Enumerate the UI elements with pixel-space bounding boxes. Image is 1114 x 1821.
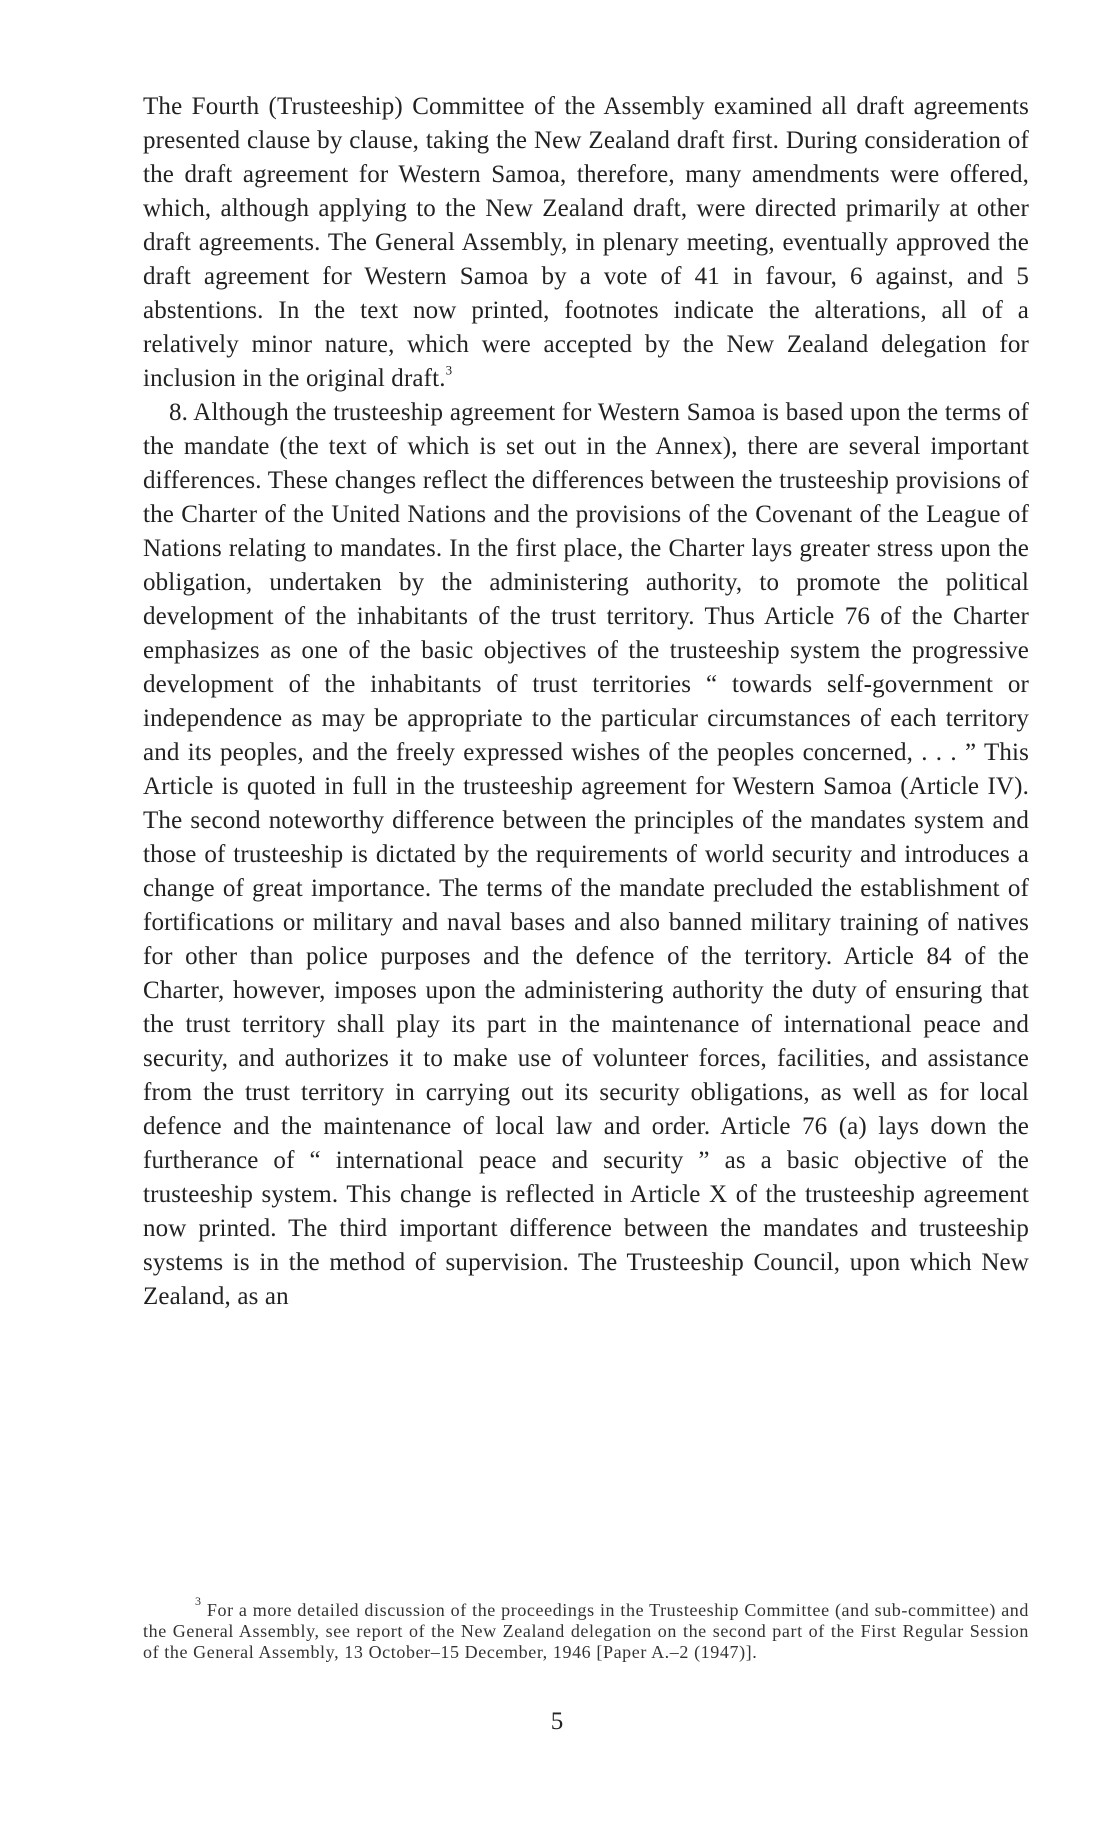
document-page xyxy=(143,90,1029,1314)
paragraph-trusteeship-committee xyxy=(143,90,1029,396)
paragraph-8-differences: 8. Although the trusteeship agreement for Western Samoa is based upon the terms of the mandate (the text of which is set out in the Annex), there are several important differences. These changes reflect the differences between the trusteeship provisions of the Charter of the United Nations and the provisions of the Covenant of the League of Nations relating to mandates. In the first place, the Charter lays greater stress upon the obligation, undertaken by the administering authority, to promote the political development of the inhabitants of the trust territory. Thus Article 76 of the Charter emphasizes as one of the basic objectives of the trusteeship system the progressive development of the inhabitants of trust territories “ towards self-government or independence as may be appropriate to the particular circumstances of each territory and its peoples, and the freely expressed wishes of the peoples concerned, . . . ” This Article is quoted in full in the trusteeship agreement for Western Samoa (Article IV). The second noteworthy difference between the principles of the mandates system and those of trusteeship is dictated by the requirements of world security and introduces a change of great importance. The terms of the mandate precluded the establishment of fortifications or military and naval bases and also banned military training of natives for other than police purposes and the defence of the territory. Article 84 of the Charter, however, imposes upon the administering authority the duty of ensuring that the trust territory shall play its part in the maintenance of international peace and security, and authorizes it to make use of volunteer forces, facilities, and assistance from the trust territory in carrying out its security obligations, as well as for local defence and the maintenance of local law and order. Article 76 (a) lays down the furtherance of “ international peace and security ” as a basic objective of the trusteeship system. This change is reflected in Article X of the trusteeship agreement now printed. The third important difference between the mandates and trusteeship systems is in the method of supervision. The Trusteeship Council, upon which New Zealand, as an xyxy=(143,399,1029,1310)
paragraph-text: The Fourth (Trusteeship) Committee of the Assembly examined all draft agreements presented clause by clause, taking the New Zealand draft first. During consideration of the draft agreement for Western Samoa, therefore, many amendments were offered, which, although applying to the New Zealand draft, were directed primarily at other draft agreements. The General Assembly, in plenary meeting, eventually approved the draft agreement for Western Samoa by a vote of 41 in favour, 6 against, and 5 abstentions. In the text now printed, footnotes indicate the alterations, all of a relatively minor nature, which were accepted by the New Zealand delegation for inclusion in the original draft. xyxy=(143,93,1029,392)
footnote-reference: 3 xyxy=(445,362,453,378)
footnote-marker: 3 xyxy=(195,1594,202,1609)
page-number: 5 xyxy=(550,1708,564,1735)
footnote-text: For a more detailed discussion of the proceedings in the Trusteeship Committee (and sub-committee) and the General Assembly, see report of the New Zealand delegation on the second part of the First Regular Session of the General Assembly, 13 October–15 December, 1946 [Paper A.–2 (1947)]. xyxy=(143,1600,1029,1662)
footnote xyxy=(143,1594,1029,1663)
